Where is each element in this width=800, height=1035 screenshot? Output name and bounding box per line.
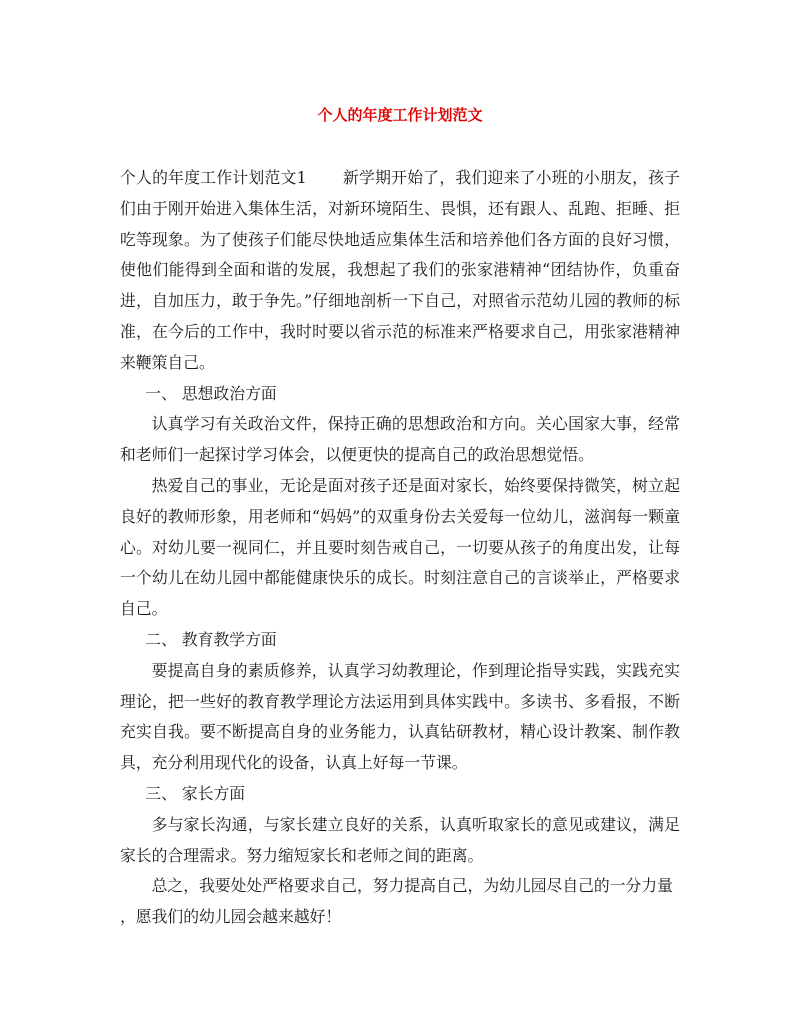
paragraph-politics-2: 热爱自己的事业，无论是面对孩子还是面对家长，始终要保持微笑，树立起良好的教师形象，用老师和“妈妈”的双重身份去关爱每一位幼儿，滋润每一颗童心。对幼儿要一视同仁，并且要时刻告戒自己，一切要从孩子的角度出发，让每一个幼儿在幼儿园中都能健康快乐的成长。时刻注意自己的言谈举止，严格要求自己。 <box>120 475 680 619</box>
section-heading-parents: 三、 家长方面 <box>145 783 246 803</box>
paragraph-parents-1: 多与家长沟通，与家长建立良好的关系，认真听取家长的意见或建议，满足家长的合理需求。努力缩短家长和老师之间的距离。 <box>120 814 680 865</box>
section-heading-teaching: 二、 教育教学方面 <box>145 629 277 649</box>
document-body <box>120 163 680 933</box>
intro-label: 个人的年度工作计划范文1 <box>120 168 307 187</box>
intro-text: 新学期开始了，我们迎来了小班的小朋友，孩子们由于刚开始进入集体生活，对新环境陌生、畏惧，还有跟人、乱跑、拒睡、拒吃等现象。为了使孩子们能尽快地适应集体生活和培养他们各方面的良好习惯，使他们能得到全面和谐的发展，我想起了我们的张家港精神“团结协作，负重奋进，自加压力，敢于争先。”仔细地剖析一下自己，对照省示范幼儿园的教师的标准，在今后的工作中，我时时要以省示范的标准来严格要求自己，用张家港精神来鞭策自己。 <box>120 168 680 372</box>
closing-paragraph-line1: 总之，我要处处严格要求自己，努力提高自己，为幼儿园尽自己的一分力量 <box>151 876 673 896</box>
intro-paragraph <box>120 163 680 379</box>
document-title: 个人的年度工作计划范文 <box>317 106 483 124</box>
section-heading-politics: 一、 思想政治方面 <box>145 383 277 403</box>
paragraph-teaching-1: 要提高自身的素质修养，认真学习幼教理论，作到理论指导实践，实践充实理论，把一些好的教育教学理论方法运用到具体实践中。多读书、多看报，不断充实自我。要不断提高自身的业务能力，认真钻研教材，精心设计教案、制作教具，充分利用现代化的设备，认真上好每一节课。 <box>120 660 680 773</box>
paragraph-politics-1: 认真学习有关政治文件，保持正确的思想政治和方向。关心国家大事，经常和老师们一起探讨学习体会，以便更快的提高自己的政治思想觉悟。 <box>120 414 680 465</box>
closing-paragraph-line2: ，愿我们的幼儿园会越来越好！ <box>120 907 342 927</box>
